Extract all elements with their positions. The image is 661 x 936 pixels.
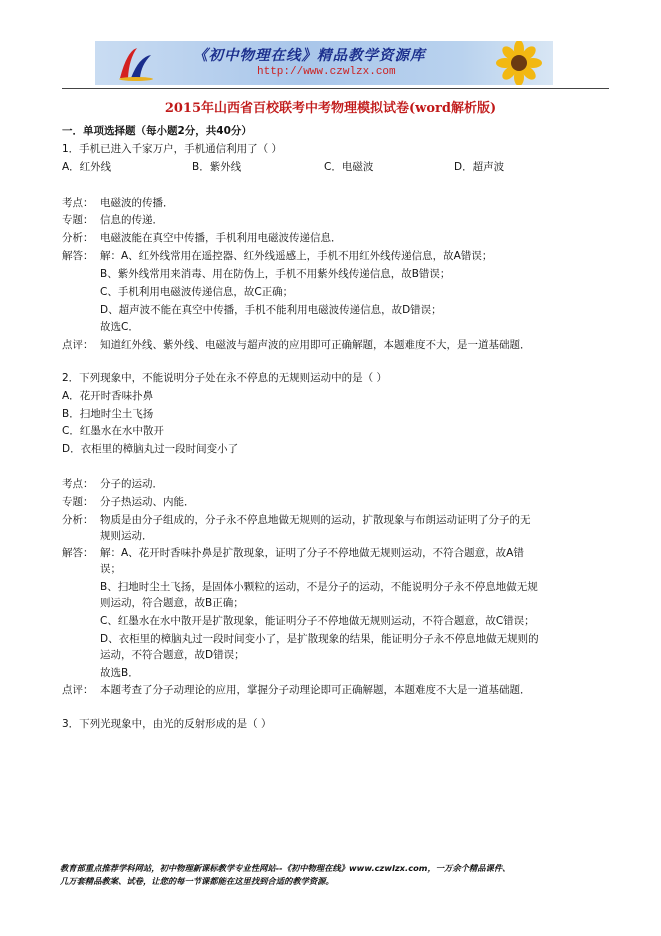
q2-zhuanti: 分子热运动、内能．	[100, 496, 195, 508]
site-logo-icon	[117, 45, 155, 81]
footer-line: 教育部重点推荐学科网站，初中物理新课标教学专业性网站--《初中物理在线》www.czwlzx.com，一万余个精品课件、	[60, 863, 511, 873]
q1-option-a: A．红外线	[62, 161, 112, 173]
q2-zhuanti-label: 专题：	[62, 496, 94, 508]
q1-jieda-label: 解答：	[62, 250, 94, 262]
q2-option-a: A．花开时香味扑鼻	[62, 390, 154, 402]
q2-dianping-label: 点评：	[62, 684, 94, 696]
q2-dianping: 本题考查了分子动理论的应用，掌握分子动理论即可正确解题，本题难度不大是一道基础题．	[100, 684, 531, 696]
header-banner	[95, 41, 553, 85]
q1-option-c: C．电磁波	[324, 161, 374, 173]
q1-fenxi-label: 分析：	[62, 232, 94, 244]
header-divider	[62, 88, 609, 89]
q1-jieda-line: B、紫外线常用来消毒、用在防伪上，手机不用紫外线传递信息，故B错误；	[100, 268, 451, 280]
q2-kaodian: 分子的运动．	[100, 478, 163, 490]
q2-jieda-line: 误；	[100, 563, 121, 575]
page-footer	[60, 862, 620, 888]
q2-jieda-line: 故选B．	[100, 667, 139, 679]
q1-kaodian-label: 考点：	[62, 197, 94, 209]
q2-jieda-line: D、衣柜里的樟脑丸过一段时间变小了，是扩散现象的结果，能证明分子永不停息地做无规则的	[100, 633, 539, 645]
q2-fenxi-label: 分析：	[62, 514, 94, 526]
q2-jieda-line: 解：A、花开时香味扑鼻是扩散现象，证明了分子不停地做无规则运动，不符合题意，故A错	[100, 547, 524, 559]
q2-fenxi-line: 规则运动．	[100, 530, 153, 542]
q2-kaodian-label: 考点：	[62, 478, 94, 490]
q1-option-b: B．紫外线	[192, 161, 242, 173]
q1-dianping: 知道红外线、紫外线、电磁波与超声波的应用即可正确解题，本题难度不大，是一道基础题．	[100, 339, 531, 351]
q2-jieda-line: 则运动，符合题意，故B正确；	[100, 597, 244, 609]
q2-stem: 2．下列现象中，不能说明分子处在永不停息的无规则运动中的是（ ）	[62, 372, 388, 384]
q3-stem: 3．下列光现象中，由光的反射形成的是（ ）	[62, 718, 272, 730]
q1-stem: 1．手机已进入千家万户，手机通信利用了（ ）	[62, 143, 283, 155]
q1-kaodian: 电磁波的传播．	[100, 197, 174, 209]
q2-jieda-line: B、扫地时尘土飞扬，是固体小颗粒的运动，不是分子的运动，不能说明分子永不停息地做无规	[100, 581, 538, 593]
q2-jieda-line: 运动，不符合题意，故D错误；	[100, 649, 245, 661]
q1-jieda-line: 解：A、红外线常用在遥控器、红外线遥感上，手机不用红外线传递信息，故A错误；	[100, 250, 493, 262]
q1-jieda-line: 故选C．	[100, 321, 139, 333]
q2-option-d: D．衣柜里的樟脑丸过一段时间变小了	[62, 443, 239, 455]
banner-title: 《初中物理在线》精品教学资源库	[193, 47, 426, 64]
q1-fenxi: 电磁波能在真空中传播，手机利用电磁波传递信息．	[100, 232, 342, 244]
q1-zhuanti: 信息的传递．	[100, 214, 163, 226]
q1-jieda-line: C、手机利用电磁波传递信息，故C正确；	[100, 286, 294, 298]
section-heading: 一．单项选择题（每小题2分，共40分）	[62, 125, 252, 137]
q1-option-d: D．超声波	[454, 161, 505, 173]
q2-fenxi-line: 物质是由分子组成的，分子永不停息地做无规则的运动，扩散现象与布朗运动证明了分子的无	[100, 514, 531, 526]
q2-option-b: B．扫地时尘土飞扬	[62, 408, 154, 420]
q2-jieda-line: C、红墨水在水中散开是扩散现象，能证明分子不停地做无规则运动，不符合题意，故C错误；	[100, 615, 535, 627]
document-title: 2015年山西省百校联考中考物理模拟试卷(word解析版)	[164, 101, 497, 116]
q1-dianping-label: 点评：	[62, 339, 94, 351]
sunflower-icon	[489, 41, 549, 85]
q2-jieda-label: 解答：	[62, 547, 94, 559]
footer-line: 几万套精品教案、试卷，让您的每一节课都能在这里找到合适的教学资源。	[60, 876, 334, 886]
q2-option-c: C．红墨水在水中散开	[62, 425, 164, 437]
banner-url[interactable]: http://www.czwlzx.com	[257, 66, 396, 78]
q1-zhuanti-label: 专题：	[62, 214, 94, 226]
q1-jieda-line: D、超声波不能在真空中传播，手机不能利用电磁波传递信息，故D错误；	[100, 304, 442, 316]
